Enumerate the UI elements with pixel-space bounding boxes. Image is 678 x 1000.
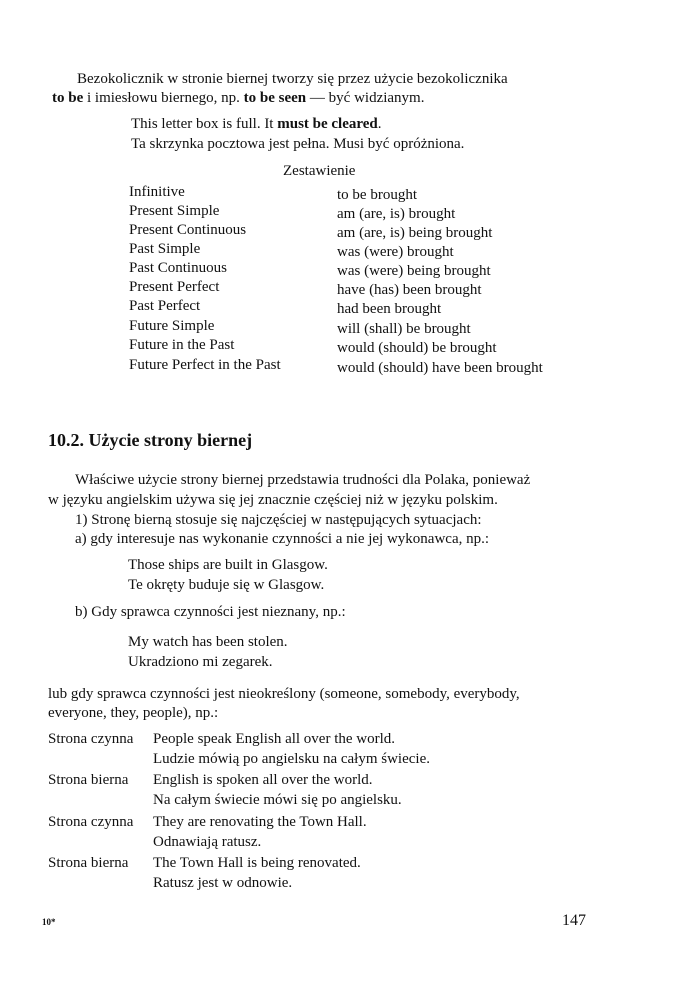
intro-term-to-be-seen: to be seen: [243, 90, 307, 106]
summary-form: had been brought: [337, 301, 442, 317]
intro-mid-text: i imiesłowu biernego, np.: [83, 90, 244, 106]
example-label: Strona bierna: [48, 855, 129, 871]
example-english: English is spoken all over the world.: [153, 772, 373, 788]
example-polish: Odnawiają ratusz.: [153, 834, 262, 850]
point-1: 1) Stronę bierną stosuje się najczęściej w następujących sytuacjach:: [75, 512, 482, 528]
intro-line-1: Bezokolicznik w stronie biernej tworzy się przez użycie bezokolicznika: [77, 71, 508, 87]
intro-line-2: [52, 89, 424, 107]
summary-form: would (should) be brought: [337, 340, 497, 356]
example-b-polish: Ukradziono mi zegarek.: [128, 654, 273, 670]
example-1-prefix: This letter box is full. It: [131, 116, 278, 132]
point-b: b) Gdy sprawca czynności jest nieznany, np.:: [75, 604, 346, 620]
sheet-signature: 10*: [42, 917, 56, 927]
summary-form: am (are, is) brought: [337, 206, 456, 222]
section-paragraph-line-1: Właściwe użycie strony biernej przedstawia trudności dla Polaka, ponieważ: [75, 472, 531, 488]
example-label: Strona czynna: [48, 814, 134, 830]
example-english: The Town Hall is being renovated.: [153, 855, 361, 871]
summary-tense: Past Perfect: [129, 298, 201, 314]
example-1-suffix: .: [377, 116, 382, 132]
paragraph-2-line-1: lub gdy sprawca czynności jest nieokreślony (someone, somebody, everybody,: [48, 686, 520, 702]
summary-tense: Past Continuous: [129, 260, 227, 276]
summary-tense: Infinitive: [129, 184, 185, 200]
summary-title: Zestawienie: [283, 163, 356, 179]
point-a: a) gdy interesuje nas wykonanie czynności a nie jej wykonawca, np.:: [75, 531, 490, 547]
section-paragraph-line-2: w języku angielskim używa się jej znacznie częściej niż w języku polskim.: [48, 492, 498, 508]
summary-tense: Present Perfect: [129, 279, 220, 295]
example-label: Strona czynna: [48, 731, 134, 747]
example-polish: Na całym świecie mówi się po angielsku.: [153, 792, 402, 808]
example-english: They are renovating the Town Hall.: [153, 814, 367, 830]
example-polish: Ludzie mówią po angielsku na całym świecie.: [153, 751, 430, 767]
example-label: Strona bierna: [48, 772, 129, 788]
example-polish: Ratusz jest w odnowie.: [153, 875, 293, 891]
summary-form: was (were) brought: [337, 244, 454, 260]
paragraph-2-line-2: everyone, they, people), np.:: [48, 705, 219, 721]
summary-tense: Present Simple: [129, 203, 220, 219]
summary-tense: Future Perfect in the Past: [129, 357, 281, 373]
summary-form: would (should) have been brought: [337, 360, 543, 376]
example-english: People speak English all over the world.: [153, 731, 396, 747]
example-a-english: Those ships are built in Glasgow.: [128, 557, 328, 573]
summary-form: to be brought: [337, 187, 417, 203]
intro-end-text: — być widzianym.: [306, 90, 425, 106]
example-1-emphasis: must be cleared: [277, 116, 378, 132]
example-1-polish: Ta skrzynka pocztowa jest pełna. Musi być opróżniona.: [131, 136, 465, 152]
summary-form: will (shall) be brought: [337, 321, 471, 337]
example-1-english: [131, 115, 382, 133]
summary-tense: Future Simple: [129, 318, 215, 334]
example-a-polish: Te okręty buduje się w Glasgow.: [128, 577, 325, 593]
summary-form: have (has) been brought: [337, 282, 482, 298]
summary-tense: Present Continuous: [129, 222, 247, 238]
summary-form: was (were) being brought: [337, 263, 491, 279]
intro-term-to-be: to be: [52, 90, 84, 106]
summary-tense: Future in the Past: [129, 337, 235, 353]
page-number: 147: [562, 912, 586, 929]
section-heading: 10.2. Użycie strony biernej: [48, 430, 253, 450]
summary-form: am (are, is) being brought: [337, 225, 493, 241]
example-b-english: My watch has been stolen.: [128, 634, 288, 650]
summary-tense: Past Simple: [129, 241, 201, 257]
